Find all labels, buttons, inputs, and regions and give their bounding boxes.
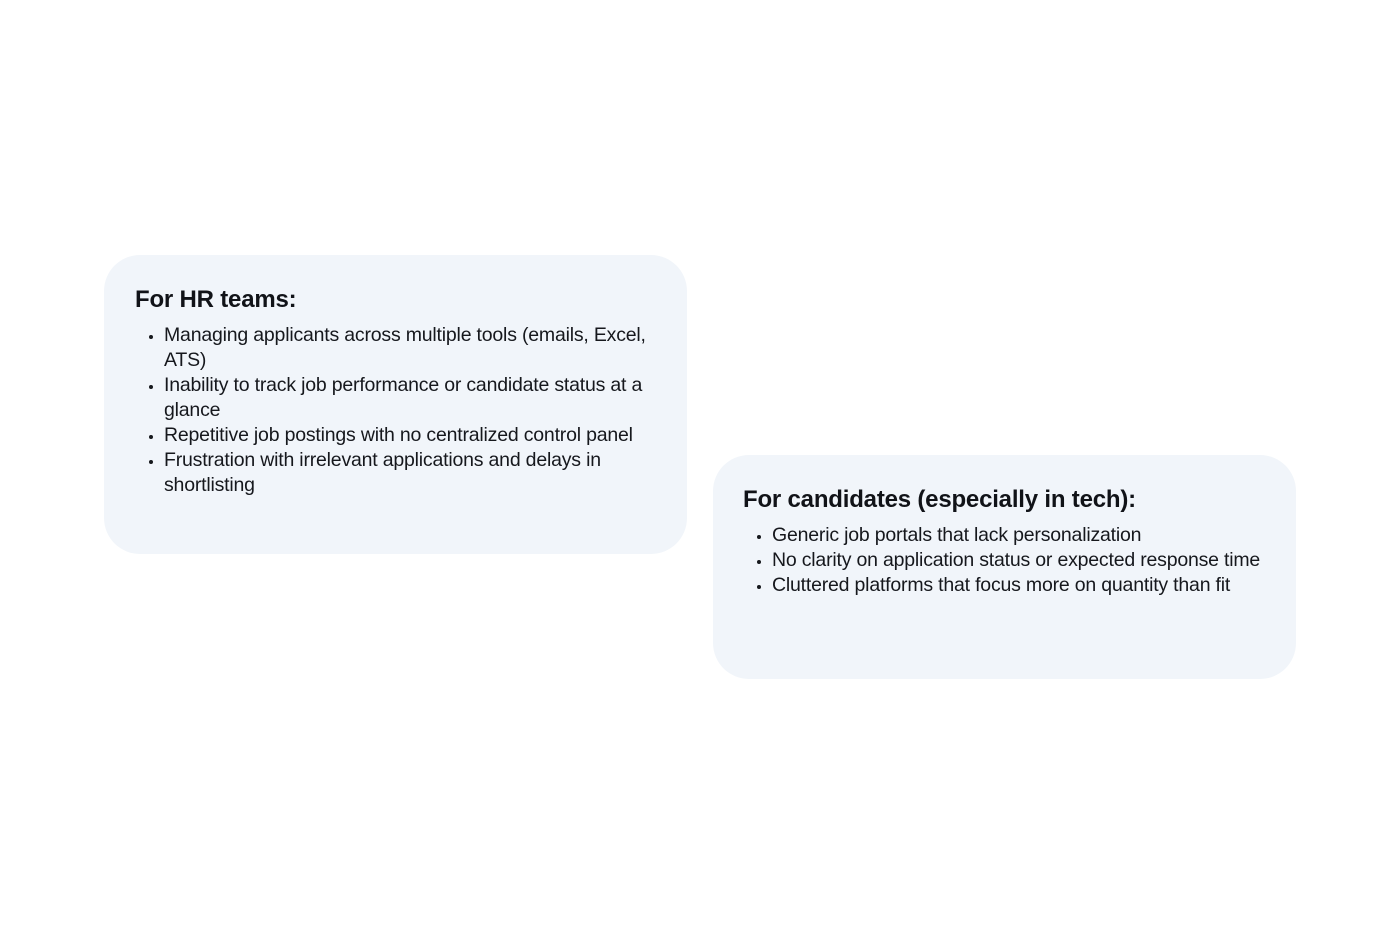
candidates-card (713, 455, 1296, 679)
hr-teams-card (104, 255, 687, 554)
hr-teams-title: For HR teams: (135, 286, 297, 313)
candidates-title: For candidates (especially in tech): (743, 486, 1136, 513)
list-item: • Cluttered platforms that focus more on quantity than fit (772, 573, 1266, 598)
candidates-pain-points-list (743, 523, 1266, 598)
list-item: • No clarity on application status or expected response time (772, 548, 1266, 573)
list-item: • Repetitive job postings with no centralized control panel (164, 423, 657, 448)
list-item: • Inability to track job performance or candidate status at a glance (164, 373, 657, 423)
hr-pain-points-list (135, 323, 657, 498)
list-item: • Managing applicants across multiple tools (emails, Excel, ATS) (164, 323, 657, 373)
list-item: • Frustration with irrelevant applications and delays in shortlisting (164, 448, 657, 498)
list-item: • Generic job portals that lack personalization (772, 523, 1266, 548)
